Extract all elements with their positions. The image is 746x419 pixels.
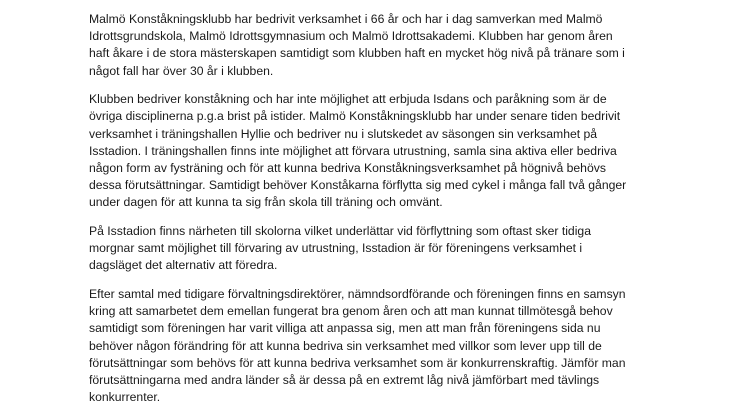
text-line: konkurrenter.: [89, 390, 161, 405]
text-line: Efter samtal med tidigare förvaltningsdirektörer, nämndsordförande och föreningen finns en samsyn: [89, 287, 626, 302]
paragraph-dialogue-and-conditions: [89, 286, 689, 406]
text-line: Idrottsgrundskola, Malmö Idrottsgymnasium och Malmö Idrottsakademi. Klubben har genom åren: [89, 29, 613, 44]
text-line: något fall har över 30 år i klubben.: [89, 63, 274, 78]
text-line: dessa förutsättningar. Samtidigt behöver Konståkarna förflytta sig med cykel i många fall två gånger: [89, 178, 627, 193]
text-line: morgnar samt möjlighet till förvaring av utrustning, Isstadion är för föreningens verksamhet i: [89, 241, 583, 256]
paragraph-isstadion: [89, 223, 689, 275]
document-body: [89, 11, 689, 418]
paragraph-disciplines-and-facilities: [89, 91, 689, 211]
text-line: Isstadion. I träningshallen finns inte möjlighet att förvara utrustning, samla sina aktiva eller bedriva: [89, 143, 617, 158]
text-line: övriga disciplinerna p.g.a brist på istider. Malmö Konståkningsklubb har under senare tiden bedrivit: [89, 109, 621, 124]
text-line: kring att samarbetet dem emellan fungerat bra genom åren och att man kunnat tillmötesgå behov: [89, 304, 613, 319]
text-line: förutsättningar som behövs för att kunna bedriva verksamhet som är konkurrenskraftig. Jämför man: [89, 355, 626, 370]
text-line: förutsättningarna med andra länder så är dessa på en extremt låg nivå jämförbart med tävlings: [89, 373, 600, 388]
text-line: Malmö Konståkningsklubb har bedrivit verksamhet i 66 år och har i dag samverkan med Malmö: [89, 12, 603, 26]
text-line: under dagen för att kunna ta sig från skola till träning och omvänt.: [89, 195, 443, 210]
paragraph-club-history: [89, 11, 689, 80]
text-line: haft åkare i de stora mästerskapen samtidigt som klubben haft en mycket hög nivå på tränare som i: [89, 46, 625, 61]
text-line: någon form av fysträning och för att kunna bedriva Konståkningsverksamhet på högnivå behövs: [89, 161, 606, 176]
text-line: samtidigt som föreningen har varit villiga att anpassa sig, men att man från föreningens sida nu: [89, 321, 601, 336]
text-line: På Isstadion finns närheten till skolorna vilket underlättar vid förflyttning som oftast sker tidiga: [89, 224, 591, 239]
text-line: Klubben bedriver konståkning och har inte möjlighet att erbjuda Isdans och paråkning som är de: [89, 92, 607, 107]
text-line: verksamhet i träningshallen Hyllie och bedriver nu i slutskedet av säsongen sin verksamhet på: [89, 126, 598, 141]
text-line: dagsläget det alternativ att föredra.: [89, 258, 278, 273]
text-line: behöver någon förändring för att kunna bedriva sin verksamhet med villkor som lever upp till de: [89, 338, 602, 353]
